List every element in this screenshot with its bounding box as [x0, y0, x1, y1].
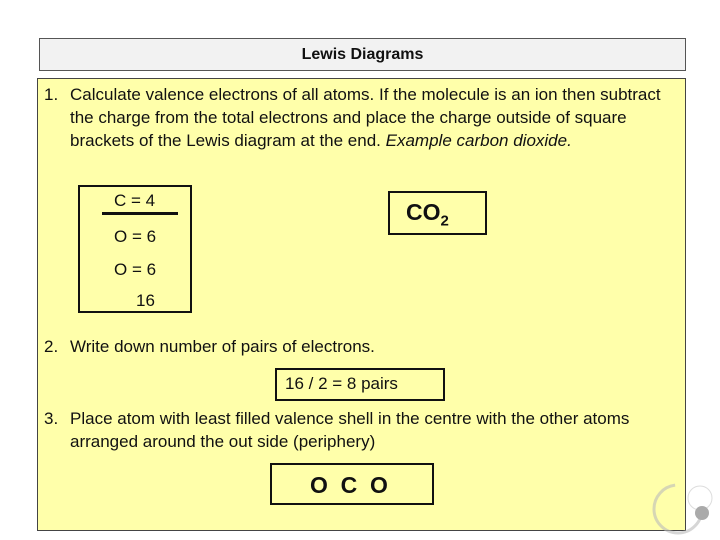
step-number: 3.	[44, 409, 59, 428]
step-text: Place atom with least filled valence shell in the centre with the other atoms arranged around the out side (periphery)	[70, 409, 630, 451]
step-text: Calculate valence electrons of all atoms. If the molecule is an ion then subtract the charge from the total electrons and place the charge outside of square brackets of the Lewis diagram at the end.	[70, 85, 661, 150]
logo-icon	[650, 483, 716, 535]
carbon-electrons: C = 4	[114, 191, 156, 210]
formula-subscript: 2	[440, 212, 449, 230]
arrangement-box	[270, 463, 434, 505]
valence-calculation-box	[78, 185, 192, 313]
oxygen-electrons-2: O = 6	[114, 260, 157, 279]
formula-main: CO	[406, 199, 441, 225]
example-text: Example carbon dioxide.	[385, 131, 572, 150]
divider-line	[102, 212, 178, 215]
formula-box	[388, 191, 487, 235]
total-electrons: 16	[136, 291, 155, 310]
oxygen-electrons-1: O = 6	[114, 227, 157, 246]
pairs-box	[275, 368, 445, 401]
pairs-calculation: 16 / 2 = 8 pairs	[285, 374, 398, 393]
atom-arrangement: O C O	[310, 472, 388, 498]
formula	[406, 199, 449, 230]
step-number: 1.	[44, 85, 59, 104]
step-text: Write down number of pairs of electrons.	[70, 337, 375, 356]
step-number: 2.	[44, 337, 59, 356]
content-panel	[37, 78, 686, 531]
page-title: Lewis Diagrams	[39, 38, 686, 71]
